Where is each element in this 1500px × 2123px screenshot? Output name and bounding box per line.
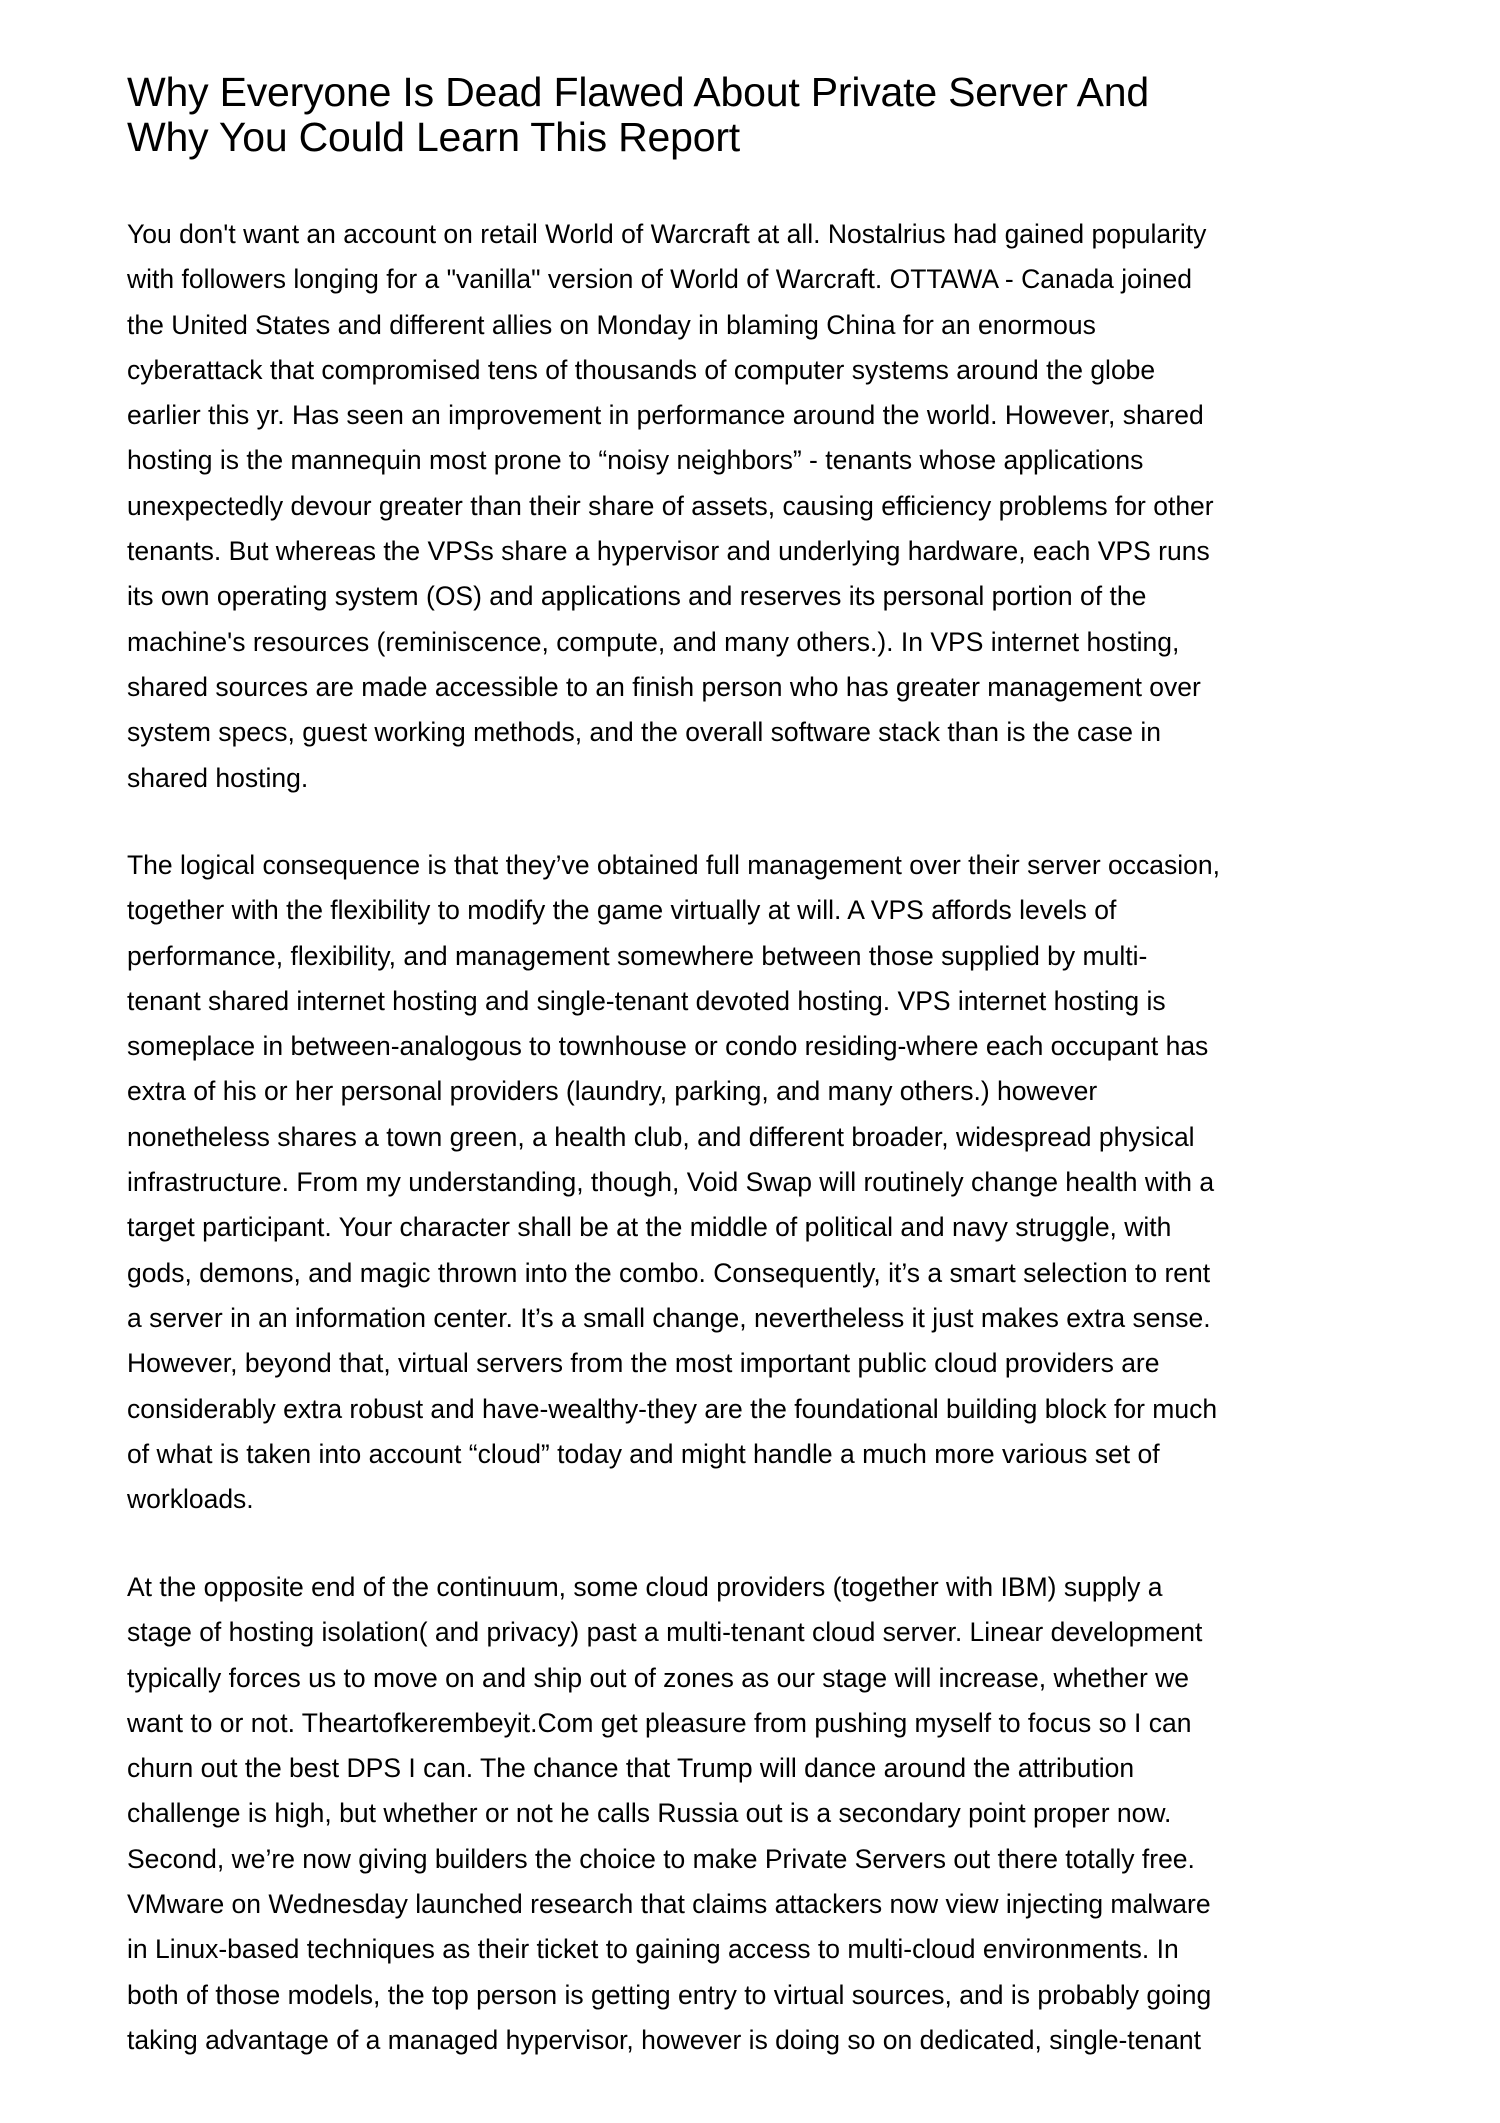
text-line: unexpectedly devour greater than their share of assets, causing efficiency problems for other — [127, 490, 1214, 521]
text-line: someplace in between-analogous to townhouse or condo residing-where each occupant has — [127, 1031, 1209, 1062]
text-line: earlier this yr. Has seen an improvement in performance around the world. However, shared — [127, 400, 1204, 431]
text-line: hosting is the mannequin most prone to “noisy neighbors” - tenants whose applications — [127, 445, 1144, 476]
text-line: You don't want an account on retail World of Warcraft at all. Nostalrius had gained popularity — [127, 219, 1207, 249]
paragraph-3 — [127, 1565, 1211, 2063]
title-line: Why Everyone Is Dead Flawed About Private Server And — [127, 69, 1149, 115]
text-line: with followers longing for a "vanilla" version of World of Warcraft. OTTAWA - Canada joined — [127, 264, 1193, 295]
title-line: Why You Could Learn This Report — [127, 114, 740, 160]
text-line: stage of hosting isolation( and privacy) past a multi-tenant cloud server. Linear development — [127, 1617, 1203, 1648]
text-line: workloads. — [127, 1484, 254, 1515]
text-line: system specs, guest working methods, and the overall software stack than is the case in — [127, 717, 1162, 748]
text-line: the United States and different allies on Monday in blaming China for an enormous — [127, 309, 1096, 340]
text-line: nonetheless shares a town green, a health club, and different broader, widespread physical — [127, 1121, 1195, 1152]
text-line: However, beyond that, virtual servers from the most important public cloud providers are — [127, 1348, 1160, 1379]
text-line: considerably extra robust and have-wealthy-they are the foundational building block for much — [127, 1393, 1218, 1424]
text-line: taking advantage of a managed hypervisor, however is doing so on dedicated, single-tenant — [127, 2024, 1201, 2055]
text-line: target participant. Your character shall be at the middle of political and navy struggle, with — [127, 1212, 1172, 1243]
document-title — [127, 70, 1149, 160]
text-line: cyberattack that compromised tens of thousands of computer systems around the globe — [127, 354, 1156, 385]
paragraph-2 — [127, 843, 1220, 1522]
text-line: machine's resources (reminiscence, compute, and many others.). In VPS internet hosting, — [127, 626, 1180, 657]
text-line: its own operating system (OS) and applications and reserves its personal portion of the — [127, 581, 1147, 612]
text-line: churn out the best DPS I can. The chance that Trump will dance around the attribution — [127, 1753, 1135, 1784]
text-line: typically forces us to move on and ship out of zones as our stage will increase, whether we — [127, 1662, 1190, 1693]
text-line: performance, flexibility, and management somewhere between those supplied by multi- — [127, 940, 1148, 971]
text-line: extra of his or her personal providers (laundry, parking, and many others.) however — [127, 1076, 1098, 1107]
text-line: want to or not. Theartofkerembeyit.Com get pleasure from pushing myself to focus so I can — [127, 1707, 1192, 1738]
text-line: in Linux-based techniques as their ticket to gaining access to multi-cloud environments. In — [127, 1934, 1179, 1965]
text-line: gods, demons, and magic thrown into the combo. Consequently, it’s a smart selection to rent — [127, 1257, 1211, 1288]
text-line: Second, we’re now giving builders the choice to make Private Servers out there totally free. — [127, 1843, 1195, 1874]
text-line: of what is taken into account “cloud” today and might handle a much more various set of — [127, 1438, 1160, 1469]
text-line: challenge is high, but whether or not he calls Russia out is a secondary point proper now. — [127, 1798, 1172, 1829]
text-line: VMware on Wednesday launched research that claims attackers now view injecting malware — [127, 1889, 1211, 1920]
text-line: tenants. But whereas the VPSs share a hypervisor and underlying hardware, each VPS runs — [127, 536, 1210, 567]
text-line: At the opposite end of the continuum, some cloud providers (together with IBM) supply a — [127, 1572, 1163, 1602]
paragraph-1 — [127, 212, 1214, 801]
text-line: a server in an information center. It’s a small change, nevertheless it just makes extra sense. — [127, 1302, 1211, 1333]
text-line: infrastructure. From my understanding, though, Void Swap will routinely change health with a — [127, 1167, 1215, 1198]
text-line: shared hosting. — [127, 762, 309, 793]
text-line: tenant shared internet hosting and single-tenant devoted hosting. VPS internet hosting is — [127, 985, 1166, 1016]
text-line: together with the flexibility to modify the game virtually at will. A VPS affords levels of — [127, 895, 1117, 926]
text-line: shared sources are made accessible to an finish person who has greater management over — [127, 671, 1201, 702]
text-line: both of those models, the top person is getting entry to virtual sources, and is probably going — [127, 1979, 1212, 2010]
text-line: The logical consequence is that they’ve obtained full management over their server occasion, — [127, 850, 1221, 880]
